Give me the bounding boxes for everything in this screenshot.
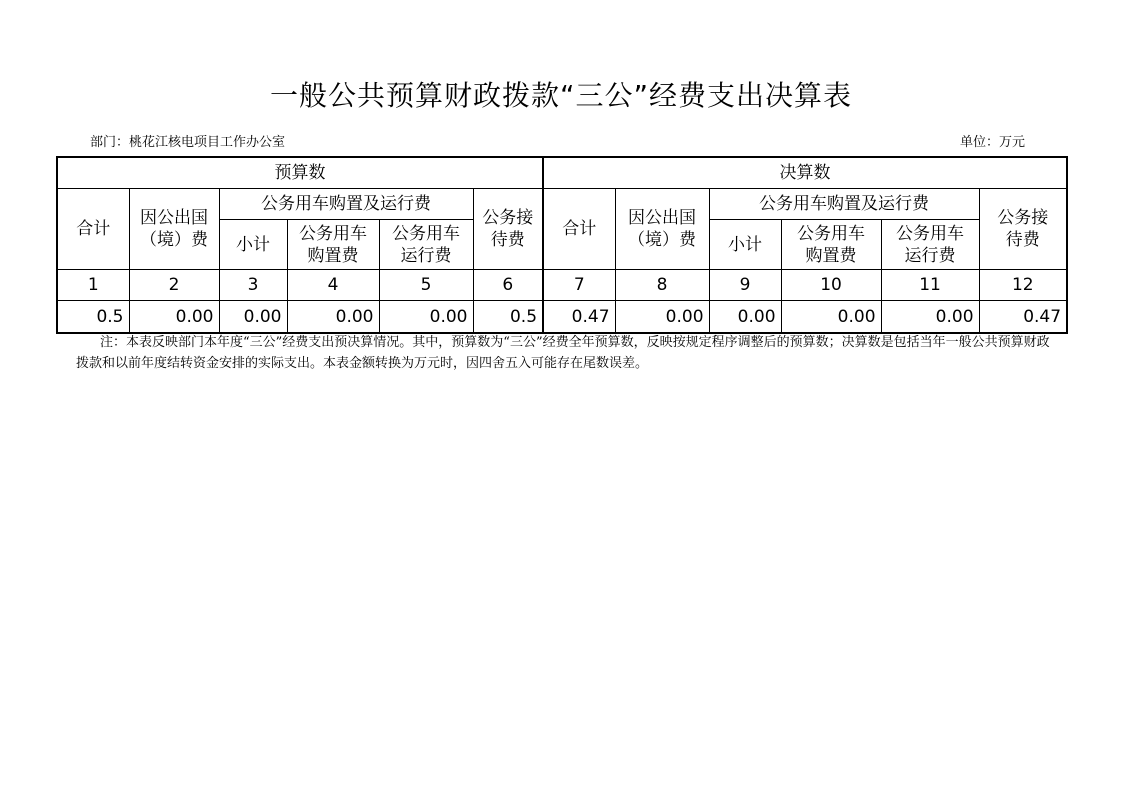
value-cell: 0.5 (473, 301, 543, 334)
budget-reception-header-line2: 待费 (490, 230, 525, 250)
value-cell: 0.00 (287, 301, 379, 334)
budget-purchase-header (287, 220, 379, 270)
budget-purchase-header-line2: 购置费 (307, 245, 359, 266)
value-row (57, 301, 1067, 334)
final-operation-header-line2: 运行费 (904, 245, 956, 266)
index-cell: 11 (881, 270, 979, 301)
budget-operation-header (379, 220, 473, 270)
budget-purchase-header-line1: 公务用车 (299, 223, 367, 244)
final-subtotal-header: 小计 (709, 220, 781, 270)
budget-vehicle-group-header: 公务用车购置及运行费 (219, 189, 473, 220)
budget-reception-header-line1: 公务接 (482, 208, 534, 228)
value-cell: 0.00 (219, 301, 287, 334)
index-cell: 5 (379, 270, 473, 301)
group-final-header: 决算数 (543, 157, 1067, 189)
budget-total-header: 合计 (57, 189, 129, 270)
value-cell: 0.00 (379, 301, 473, 334)
budget-abroad-header-line1: 因公出国 (140, 208, 208, 228)
expense-table (56, 156, 1068, 334)
index-cell: 9 (709, 270, 781, 301)
index-cell: 10 (781, 270, 881, 301)
index-cell: 8 (615, 270, 709, 301)
final-reception-header (979, 189, 1067, 270)
budget-subtotal-header: 小计 (219, 220, 287, 270)
budget-operation-header-line2: 运行费 (400, 245, 452, 266)
final-operation-header (881, 220, 979, 270)
department-label: 部门：桃花江核电项目工作办公室 (90, 135, 286, 150)
index-cell: 7 (543, 270, 615, 301)
value-cell: 0.00 (129, 301, 219, 334)
budget-abroad-header (129, 189, 219, 270)
value-cell: 0.47 (979, 301, 1067, 334)
page-title: 一般公共预算财政拨款“三公”经费支出决算表 (269, 79, 852, 112)
final-operation-header-line1: 公务用车 (896, 223, 965, 244)
final-abroad-header-line2: （境）费 (628, 230, 697, 250)
value-cell: 0.00 (781, 301, 881, 334)
value-cell: 0.00 (881, 301, 979, 334)
group-header-row (57, 157, 1067, 189)
final-purchase-header-line2: 购置费 (805, 245, 857, 266)
final-purchase-header-line1: 公务用车 (797, 223, 866, 244)
footnote: 注：本表反映部门本年度“三公”经费支出预决算情况。其中，预算数为“三公”经费全年预算数，反映按规定程序调整后的预算数；决算数是包括当年一般公共预算财政拨款和以前年度结转资金安排的实际支出。本表金额转换为万元时，因四舍五入可能存在尾数误差。 (76, 335, 1050, 371)
index-cell: 2 (129, 270, 219, 301)
budget-operation-header-line1: 公务用车 (392, 223, 460, 244)
index-cell: 6 (473, 270, 543, 301)
budget-abroad-header-line2: （境）费 (140, 230, 208, 250)
final-vehicle-group-header: 公务用车购置及运行费 (709, 189, 979, 220)
final-abroad-header (615, 189, 709, 270)
value-cell: 0.00 (615, 301, 709, 334)
value-cell: 0.00 (709, 301, 781, 334)
index-cell: 1 (57, 270, 129, 301)
unit-label: 单位：万元 (960, 135, 1026, 150)
group-budget-header: 预算数 (57, 157, 543, 189)
index-cell: 12 (979, 270, 1067, 301)
final-abroad-header-line1: 因公出国 (628, 208, 697, 228)
final-total-header: 合计 (543, 189, 615, 270)
column-header-row (57, 189, 1067, 220)
index-cell: 3 (219, 270, 287, 301)
value-cell: 0.5 (57, 301, 129, 334)
budget-reception-header (473, 189, 543, 270)
final-reception-header-line2: 待费 (1005, 230, 1040, 250)
value-cell: 0.47 (543, 301, 615, 334)
index-cell: 4 (287, 270, 379, 301)
index-row (57, 270, 1067, 301)
final-purchase-header (781, 220, 881, 270)
final-reception-header-line1: 公务接 (997, 208, 1049, 228)
